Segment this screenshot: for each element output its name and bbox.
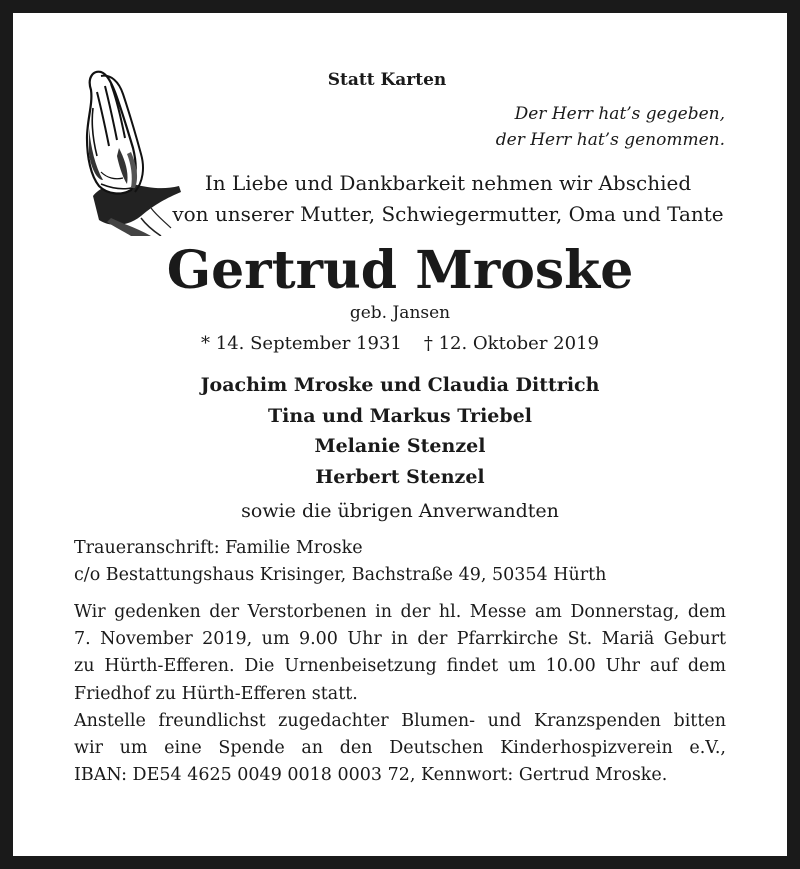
mourners-list: [13, 370, 787, 492]
condolence-address: [74, 535, 734, 589]
intro-text: [143, 168, 753, 230]
born-name: geb. Jansen: [349, 303, 451, 323]
mourner-name: Melanie Stenzel: [314, 435, 486, 457]
deceased-name: Gertrud Mroske: [166, 240, 634, 301]
mass-line: 7. November 2019, um 9.00 Uhr in der Pfarrkirche St. Mariä Geburt: [74, 629, 726, 650]
bible-quote: [496, 101, 725, 153]
donation-line: Anstelle freundlichst zugedachter Blumen- und Kranzspenden bitten: [74, 710, 726, 731]
address-line: c/o Bestattungshaus Krisinger, Bachstraße 49, 50354 Hürth: [74, 565, 607, 585]
obituary-card: [13, 13, 787, 856]
intro-line: von unserer Mutter, Schwiegermutter, Oma und Tante: [172, 202, 724, 226]
mourner-name: Tina und Markus Triebel: [268, 404, 532, 427]
quote-line: der Herr hat’s genommen.: [495, 130, 725, 150]
mass-line: Wir gedenken der Verstorbenen in der hl. Messe am Donnerstag, dem: [74, 602, 726, 622]
service-details: [74, 599, 726, 789]
quote-line: Der Herr hat’s gegeben,: [514, 104, 725, 124]
donation-line: IBAN: DE54 4625 0049 0018 0003 72, Kennwort: Gertrud Mroske.: [74, 765, 668, 786]
obituary-frame: [13, 13, 787, 856]
address-line: Traueranschrift: Familie Mroske: [74, 538, 363, 558]
life-dates: [13, 331, 787, 357]
donation-line: wir um eine Spende an den Deutschen Kinderhospizverein e.V.,: [74, 738, 726, 759]
mass-line: zu Hürth-Efferen. Die Urnenbeisetzung findet um 10.00 Uhr auf dem: [74, 656, 726, 677]
other-relatives: sowie die übrigen Anverwandten: [241, 500, 559, 522]
intro-line: In Liebe und Dankbarkeit nehmen wir Abschied: [204, 171, 692, 195]
birth-date: * 14. September 1931: [201, 333, 402, 354]
death-date: † 12. Oktober 2019: [423, 333, 599, 354]
mourner-name: Joachim Mroske und Claudia Dittrich: [200, 374, 600, 396]
statt-karten-heading: Statt Karten: [327, 70, 447, 90]
mass-line: Friedhof zu Hürth-Efferen statt.: [74, 683, 358, 704]
mourner-name: Herbert Stenzel: [315, 465, 485, 488]
